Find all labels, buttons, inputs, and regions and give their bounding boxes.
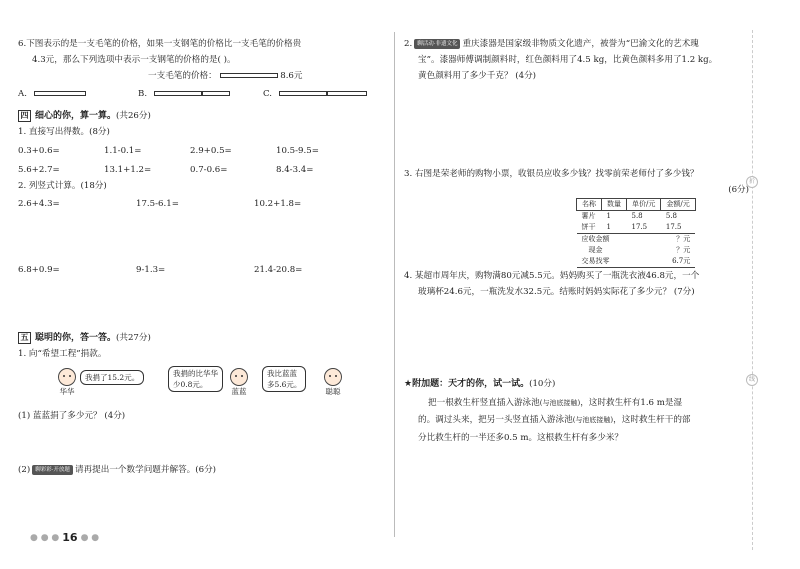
section-4-sub1-title: 1. 直接写出得数。(8分) bbox=[18, 127, 110, 137]
star-icon: ★ bbox=[404, 379, 413, 389]
section-5-sub1: (1) 蓝蓝捐了多少元？ (4分) bbox=[18, 411, 126, 421]
section-5-sub2-prefix: (2) bbox=[18, 465, 31, 475]
q4-line2: 玻璃杯24.6元，一瓶洗发水32.5元。结账时妈妈实际花了多少元？ (7分) bbox=[418, 287, 695, 297]
math-item: 5.6+2.7= bbox=[18, 165, 60, 175]
mental-math-row-1 bbox=[18, 140, 386, 162]
option-c[interactable] bbox=[263, 86, 383, 102]
section-5-sub2 bbox=[18, 462, 386, 478]
calc-item: 21.4-20.8= bbox=[254, 265, 303, 275]
receipt-cell: 1 bbox=[606, 212, 611, 220]
calc-item: 9-1.3= bbox=[136, 265, 166, 275]
receipt-cell: 17.5 bbox=[665, 223, 682, 231]
receipt-due-value: ？元 bbox=[676, 235, 691, 243]
section-5-score: (共27分) bbox=[116, 333, 151, 343]
kid-face-icon bbox=[324, 368, 342, 386]
option-c-bar bbox=[279, 91, 327, 96]
section-4-sub2-title: 2. 列竖式计算。(18分) bbox=[18, 181, 107, 191]
speech-bubble-congcong bbox=[262, 366, 306, 392]
bonus-score: (10分) bbox=[529, 379, 556, 389]
q2-line3: 黄色颜料用了多少千克？ (4分) bbox=[418, 71, 537, 81]
option-b-extra-bar bbox=[202, 91, 230, 96]
receipt-change-label: 交易找零 bbox=[581, 257, 610, 265]
receipt-row bbox=[577, 222, 696, 234]
receipt-cell: 1 bbox=[606, 223, 611, 231]
binding-mark-2: 线 bbox=[746, 374, 758, 386]
q2-text1: 重庆漆器是国家级非物质文化遗产，被誉为“巴渝文化的艺术瑰 bbox=[462, 39, 699, 49]
kid-face-icon bbox=[58, 368, 76, 386]
question-6 bbox=[18, 36, 386, 102]
receipt-due-label: 应收金额 bbox=[581, 235, 610, 243]
option-b[interactable] bbox=[138, 86, 263, 102]
q3-score: (6分) bbox=[728, 185, 749, 195]
bonus-line1 bbox=[404, 395, 749, 411]
bonus-text: ，这时救生杆干的部 bbox=[613, 415, 691, 425]
kid-huahua bbox=[58, 368, 76, 397]
mental-math-row-2 bbox=[18, 162, 386, 178]
bonus-line2 bbox=[404, 411, 749, 429]
option-b-label: B. bbox=[138, 89, 148, 99]
section-4 bbox=[18, 108, 386, 324]
receipt-header-row bbox=[577, 199, 696, 211]
option-a-bar bbox=[34, 91, 86, 96]
q3-line1: 3. 右图是荣老师的购物小票，收银员应收多少钱？找零前荣老师付了多少钱？ bbox=[404, 169, 699, 179]
section-5-number: 五 bbox=[18, 332, 31, 344]
bubble-congcong-line1: 我比蓝蓝 bbox=[267, 369, 297, 378]
receipt-row bbox=[577, 211, 696, 223]
math-item: 0.3+0.6= bbox=[18, 146, 60, 156]
speech-bubble-huahua: 我捐了15.2元。 bbox=[80, 370, 144, 385]
bubble-lanlan-line2: 少0.8元。 bbox=[173, 380, 208, 389]
column-divider bbox=[394, 32, 395, 537]
q4-line1: 4. 某超市周年庆，购物满80元减5.5元。妈妈购买了一瓶洗衣液46.8元，一个 bbox=[404, 271, 700, 281]
vertical-calc-row-2 bbox=[18, 262, 386, 324]
bonus-line3: 分比救生杆的一半还多0.5 m。这根救生杆有多少米？ bbox=[418, 433, 624, 443]
receipt-header: 金额/元 bbox=[661, 199, 695, 211]
q2-prefix: 2. bbox=[404, 39, 413, 49]
brush-price-bar bbox=[220, 73, 278, 78]
speech-bubble-lanlan bbox=[168, 366, 223, 392]
section-4-number: 四 bbox=[18, 110, 31, 122]
math-item: 2.9+0.5= bbox=[190, 146, 232, 156]
footer-dots-right: ● ● bbox=[80, 532, 100, 543]
math-item: 13.1+1.2= bbox=[104, 165, 152, 175]
receipt-cell: 17.5 bbox=[631, 223, 648, 231]
question-3 bbox=[404, 166, 749, 268]
section-5 bbox=[18, 330, 386, 478]
option-a-label: A. bbox=[18, 89, 27, 99]
binding-mark-1: 折 bbox=[746, 176, 758, 188]
receipt-header: 数量 bbox=[602, 199, 627, 211]
math-item: 0.7-0.6= bbox=[190, 165, 228, 175]
q2-line2: 宝”。漆器师傅调制颜料时，红色颜料用了4.5 kg，比黄色颜料多用了1.2 kg。 bbox=[418, 55, 718, 65]
kid-face-icon bbox=[230, 368, 248, 386]
question-4 bbox=[404, 268, 749, 300]
bonus-question bbox=[404, 376, 749, 447]
option-c-label: C. bbox=[263, 89, 273, 99]
kid-name-huahua: 华华 bbox=[59, 387, 75, 396]
receipt-due-row bbox=[577, 234, 696, 246]
calc-item: 10.2+1.8= bbox=[254, 199, 302, 209]
open-question-badge: 聊彩彩·开放题 bbox=[32, 465, 73, 475]
footer-dots-left: ● ● ● bbox=[30, 532, 60, 543]
section-5-title: 聪明的你，答一答。 bbox=[35, 333, 117, 343]
receipt-cash-value: ？元 bbox=[676, 246, 691, 254]
kid-congcong bbox=[324, 368, 342, 397]
option-c-extra-bar bbox=[327, 91, 367, 96]
section-5-q1-title: 1. 向“希望工程”捐款。 bbox=[18, 349, 107, 359]
kid-name-congcong: 聪聪 bbox=[325, 387, 341, 396]
page-footer bbox=[30, 531, 99, 544]
receipt-cell: 5.8 bbox=[631, 212, 643, 220]
donation-illustration bbox=[18, 364, 386, 406]
bonus-heading bbox=[404, 376, 749, 392]
receipt-header: 单价/元 bbox=[627, 199, 661, 211]
vertical-calc-row-1 bbox=[18, 194, 386, 262]
bonus-note: (与池底接触) bbox=[539, 399, 581, 407]
receipt-header: 名称 bbox=[577, 199, 602, 211]
q6-line2: 4.3元，那么下列选项中表示一支钢笔的价格的是( )。 bbox=[32, 55, 236, 65]
receipt-change-value: 6.7元 bbox=[672, 257, 691, 265]
calc-item: 6.8+0.9= bbox=[18, 265, 60, 275]
calc-item: 2.6+4.3= bbox=[18, 199, 60, 209]
heritage-badge: 聊活动·非遗文化 bbox=[414, 39, 460, 49]
section-5-heading bbox=[18, 330, 386, 346]
bubble-congcong-line2: 多5.6元。 bbox=[267, 380, 302, 389]
q6-diagram bbox=[18, 68, 386, 84]
page-number: 16 bbox=[62, 531, 78, 544]
math-item: 8.4-3.4= bbox=[276, 165, 314, 175]
section-5-sub2-text: 请再提出一个数学问题并解答。(6分) bbox=[74, 465, 217, 475]
q6-options bbox=[18, 86, 386, 102]
receipt-cell: 薯片 bbox=[581, 212, 596, 220]
option-b-bar bbox=[154, 91, 202, 96]
right-column bbox=[404, 36, 749, 447]
q6-diagram-label: 一支毛笔的价格： bbox=[148, 71, 217, 81]
bubble-lanlan-line1: 我捐的比华华 bbox=[173, 369, 218, 378]
shopping-receipt bbox=[576, 198, 696, 268]
left-column bbox=[18, 36, 386, 478]
receipt-cash-row bbox=[577, 245, 696, 256]
bonus-text: 把一根救生杆竖直插入游泳池 bbox=[428, 398, 540, 408]
bonus-note: (与池底接触) bbox=[572, 416, 614, 424]
kid-name-lanlan: 蓝蓝 bbox=[231, 387, 247, 396]
calc-item: 17.5-6.1= bbox=[136, 199, 179, 209]
section-4-score: (共26分) bbox=[116, 111, 151, 121]
q2-line1 bbox=[404, 36, 749, 52]
bonus-text: ，这时救生杆有1.6 m是湿 bbox=[580, 398, 683, 408]
receipt-cell: 5.8 bbox=[665, 212, 677, 220]
receipt-change-row bbox=[577, 256, 696, 268]
bonus-text: 的。调过头来，把另一头竖直插入游泳池 bbox=[418, 415, 573, 425]
math-item: 10.5-9.5= bbox=[276, 146, 319, 156]
section-4-heading bbox=[18, 108, 386, 124]
bonus-title: 附加题：天才的你，试一试。 bbox=[412, 379, 530, 389]
math-item: 1.1-0.1= bbox=[104, 146, 142, 156]
receipt-cell: 饼干 bbox=[581, 223, 596, 231]
binding-margin-line bbox=[752, 30, 753, 550]
section-4-title: 细心的你，算一算。 bbox=[35, 111, 117, 121]
kid-lanlan bbox=[230, 368, 248, 397]
question-2 bbox=[404, 36, 749, 84]
q6-line1: 6.下图表示的是一支毛笔的价格，如果一支钢笔的价格比一支毛笔的价格贵 bbox=[18, 39, 302, 49]
option-a[interactable] bbox=[18, 86, 138, 102]
receipt-cash-label: 现金 bbox=[588, 246, 603, 254]
q6-diagram-value: 8.6元 bbox=[280, 71, 303, 81]
